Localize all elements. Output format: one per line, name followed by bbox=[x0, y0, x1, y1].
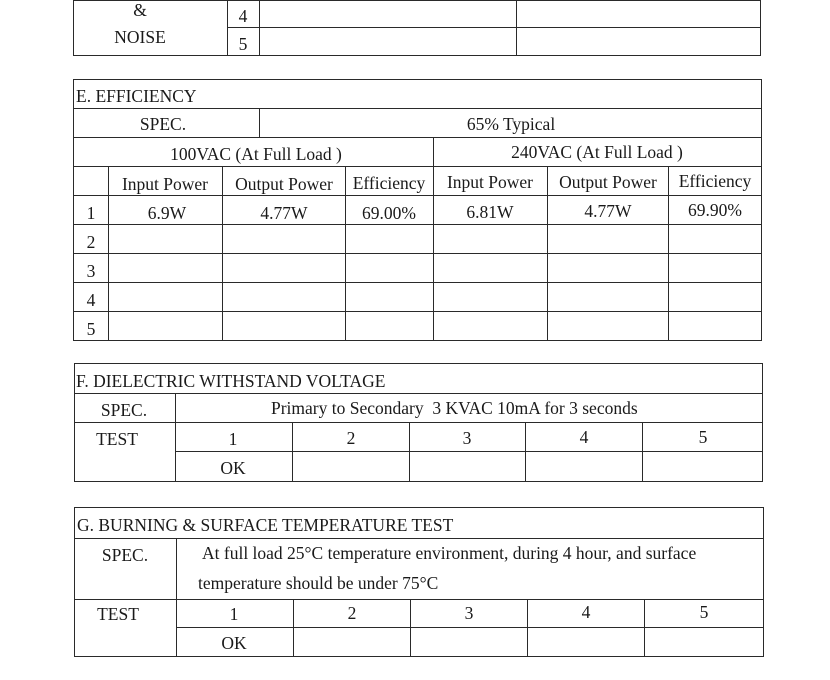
eff-line bbox=[73, 79, 762, 80]
bt-vline bbox=[176, 538, 177, 657]
noise-row-number: 5 bbox=[238, 34, 248, 54]
dielectric-title: F. DIELECTRIC WITHSTAND VOLTAGE bbox=[76, 371, 386, 391]
noise-label-ampersand: & bbox=[133, 0, 147, 20]
dw-vline bbox=[409, 422, 410, 482]
noise-top-line bbox=[73, 0, 761, 1]
test-number: 2 bbox=[346, 428, 356, 448]
noise-bottom-line bbox=[73, 55, 761, 56]
eff-vline bbox=[761, 79, 762, 341]
burning-test-label: TEST bbox=[97, 604, 139, 624]
eff-line bbox=[73, 108, 762, 109]
dw-vline bbox=[175, 393, 176, 482]
row-number: 1 bbox=[86, 203, 96, 223]
test-result: OK bbox=[221, 633, 247, 653]
eff-vline bbox=[433, 137, 434, 341]
eff-vline bbox=[108, 166, 109, 341]
dw-vline bbox=[642, 422, 643, 482]
test-number: 3 bbox=[462, 428, 472, 448]
burning-spec-label: SPEC. bbox=[101, 545, 149, 565]
table-cell: 6.81W bbox=[466, 202, 514, 222]
test-number: 2 bbox=[347, 603, 357, 623]
table-cell: 4.77W bbox=[584, 201, 632, 221]
efficiency-group-100vac: 100VAC (At Full Load ) bbox=[170, 144, 342, 164]
test-number: 4 bbox=[579, 427, 589, 447]
efficiency-spec-label: SPEC. bbox=[139, 114, 187, 134]
eff-line bbox=[73, 224, 762, 225]
efficiency-title: E. EFFICIENCY bbox=[76, 86, 197, 106]
noise-vline bbox=[516, 0, 517, 56]
table-cell: 6.9W bbox=[147, 203, 187, 223]
noise-vline bbox=[73, 0, 74, 56]
noise-vline bbox=[259, 0, 260, 56]
bt-vline bbox=[410, 599, 411, 657]
column-header: Efficiency bbox=[678, 171, 752, 191]
bt-line bbox=[176, 627, 764, 628]
row-number: 4 bbox=[86, 290, 96, 310]
bt-line bbox=[74, 507, 764, 508]
dw-line bbox=[74, 393, 763, 394]
eff-vline bbox=[668, 166, 669, 341]
column-header: Input Power bbox=[446, 172, 534, 192]
bt-line bbox=[74, 599, 764, 600]
dw-vline bbox=[525, 422, 526, 482]
row-number: 3 bbox=[86, 261, 96, 281]
column-header: Input Power bbox=[121, 174, 209, 194]
dw-vline bbox=[292, 422, 293, 482]
noise-row-number: 4 bbox=[238, 6, 248, 26]
eff-vline bbox=[259, 108, 260, 138]
test-number: 4 bbox=[581, 602, 591, 622]
bt-line bbox=[74, 656, 764, 657]
eff-vline bbox=[73, 79, 74, 341]
noise-vline bbox=[760, 0, 761, 56]
test-number: 1 bbox=[228, 429, 238, 449]
noise-row-line bbox=[227, 27, 761, 28]
burning-title: G. BURNING & SURFACE TEMPERATURE TEST bbox=[77, 515, 454, 535]
dielectric-spec-value: Primary to Secondary 3 KVAC 10mA for 3 seconds bbox=[271, 398, 638, 418]
bt-line bbox=[74, 538, 764, 539]
table-cell: 4.77W bbox=[260, 203, 308, 223]
bt-vline bbox=[527, 599, 528, 657]
eff-line bbox=[73, 340, 762, 341]
test-result: OK bbox=[220, 458, 246, 478]
bt-vline bbox=[293, 599, 294, 657]
noise-label: NOISE bbox=[114, 27, 166, 47]
row-number: 2 bbox=[86, 232, 96, 252]
efficiency-group-240vac: 240VAC (At Full Load ) bbox=[511, 142, 683, 162]
dw-line bbox=[175, 451, 763, 452]
dw-line bbox=[74, 422, 763, 423]
dielectric-test-label: TEST bbox=[96, 429, 138, 449]
test-number: 5 bbox=[698, 427, 708, 447]
test-number: 5 bbox=[699, 602, 709, 622]
eff-line bbox=[73, 311, 762, 312]
eff-vline bbox=[222, 166, 223, 341]
dw-vline bbox=[762, 363, 763, 482]
column-header: Output Power bbox=[559, 172, 657, 192]
bt-vline bbox=[763, 507, 764, 657]
efficiency-spec-value: 65% Typical bbox=[466, 114, 556, 134]
eff-vline bbox=[547, 166, 548, 341]
column-header: Efficiency bbox=[352, 173, 426, 193]
eff-vline bbox=[345, 166, 346, 341]
noise-vline bbox=[227, 0, 228, 56]
dw-line bbox=[74, 481, 763, 482]
eff-line bbox=[73, 137, 762, 138]
table-cell: 69.00% bbox=[362, 203, 416, 223]
bt-vline bbox=[74, 507, 75, 657]
dw-line bbox=[74, 363, 763, 364]
column-header: Output Power bbox=[235, 174, 333, 194]
eff-line bbox=[73, 282, 762, 283]
test-number: 1 bbox=[229, 604, 239, 624]
burning-spec-line2: temperature should be under 75°C bbox=[198, 573, 439, 593]
dielectric-spec-label: SPEC. bbox=[100, 400, 148, 420]
test-number: 3 bbox=[464, 603, 474, 623]
eff-line bbox=[73, 195, 762, 196]
burning-spec-line1: At full load 25°C temperature environment, during 4 hour, and surface bbox=[202, 543, 697, 563]
dw-vline bbox=[74, 363, 75, 482]
eff-line bbox=[73, 253, 762, 254]
table-cell: 69.90% bbox=[688, 200, 742, 220]
bt-vline bbox=[644, 599, 645, 657]
eff-line bbox=[73, 166, 762, 167]
row-number: 5 bbox=[86, 319, 96, 339]
